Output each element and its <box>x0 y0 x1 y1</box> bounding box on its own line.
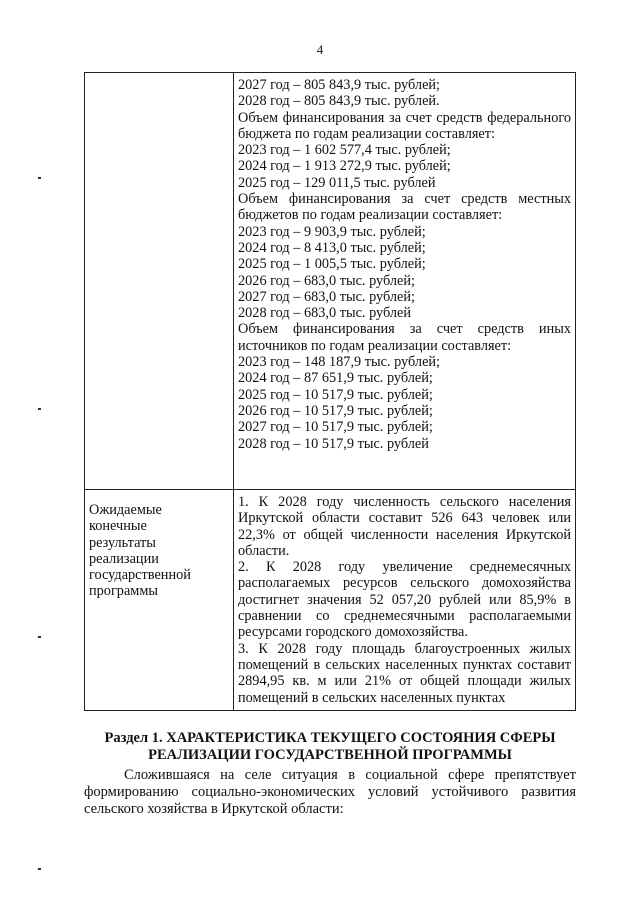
section-title <box>84 730 576 764</box>
paragraph-line-1: Сложившаяся на селе ситуация в социальной сфере препятствует <box>124 767 576 783</box>
financing-line: 2027 год – 683,0 тыс. рублей; <box>238 288 416 305</box>
financing-line: 2027 год – 10 517,9 тыс. рублей; <box>238 419 433 436</box>
financing-line: 2024 год – 87 651,9 тыс. рублей; <box>238 370 433 387</box>
financing-content-cell <box>234 73 576 490</box>
label-line: программы <box>89 583 159 600</box>
financing-line: 2025 год – 129 011,5 тыс. рублей <box>238 174 436 191</box>
label-line: Ожидаемые <box>89 502 162 518</box>
financing-line: Объем финансирования за счет средств федерального <box>238 109 571 126</box>
expected-results-label-cell <box>85 490 234 711</box>
financing-line: Объем финансирования за счет средств местных <box>238 191 571 208</box>
expected-result-item-1: 1. К 2028 году численность сельского населения Иркутской области составит 526 643 человек или 22,3% от общей численности населения Иркутской области. <box>238 494 571 559</box>
page-number: 4 <box>316 42 324 57</box>
financing-line: 2023 год – 148 187,9 тыс. рублей; <box>238 354 441 371</box>
margin-mark <box>38 868 41 870</box>
financing-line: 2024 год – 8 413,0 тыс. рублей; <box>238 239 426 256</box>
financing-line: 2025 год – 1 005,5 тыс. рублей; <box>238 256 426 273</box>
financing-line: 2028 год – 10 517,9 тыс. рублей <box>238 435 429 452</box>
financing-line: 2024 год – 1 913 272,9 тыс. рублей; <box>238 158 451 175</box>
table-row-expected-results <box>85 490 576 711</box>
label-line: результаты <box>89 534 156 551</box>
label-line: государственной <box>89 567 191 584</box>
financing-line: 2027 год – 805 843,9 тыс. рублей; <box>238 77 441 93</box>
financing-line: 2026 год – 683,0 тыс. рублей; <box>238 272 416 289</box>
financing-line: 2028 год – 683,0 тыс. рублей <box>238 305 412 322</box>
margin-mark <box>38 177 41 179</box>
table-row-financing <box>85 73 576 490</box>
paragraph-line-2: формированию социально-экономических условий устойчивого развития <box>84 784 576 800</box>
financing-line: 2023 год – 9 903,9 тыс. рублей; <box>238 223 426 240</box>
financing-label-cell <box>85 73 234 490</box>
label-line: конечные <box>89 518 147 535</box>
label-line: реализации <box>89 550 159 567</box>
program-passport-table <box>84 72 576 711</box>
margin-mark <box>38 636 41 638</box>
paragraph-line-3: сельского хозяйства в Иркутской области: <box>84 801 344 817</box>
expected-result-item-2: 2. К 2028 году увеличение среднемесячных располагаемых ресурсов сельского домохозяйства достигнет значения 52 057,20 рублей или 85,9% в сравнении со среднемесячными располагаемыми ресурсами городского домохозяйства. <box>238 559 571 641</box>
section-title-line-1: Раздел 1. ХАРАКТЕРИСТИКА ТЕКУЩЕГО СОСТОЯНИЯ СФЕРЫ <box>104 730 556 746</box>
financing-line: источников по годам реализации составляет: <box>238 337 512 354</box>
financing-line: бюджета по годам реализации составляет: <box>238 125 495 142</box>
financing-line: Объем финансирования за счет средств иных <box>238 321 571 338</box>
section-paragraph <box>84 767 576 818</box>
financing-line: 2028 год – 805 843,9 тыс. рублей. <box>238 93 440 110</box>
expected-results-content-cell <box>234 490 576 711</box>
financing-line: бюджетов по годам реализации составляет: <box>238 207 503 224</box>
financing-line: 2023 год – 1 602 577,4 тыс. рублей; <box>238 142 451 159</box>
financing-line: 2025 год – 10 517,9 тыс. рублей; <box>238 386 433 403</box>
section-title-line-2: РЕАЛИЗАЦИИ ГОСУДАРСТВЕННОЙ ПРОГРАММЫ <box>148 747 512 763</box>
financing-line: 2026 год – 10 517,9 тыс. рублей; <box>238 402 433 419</box>
margin-mark <box>38 408 41 410</box>
expected-result-item-3: 3. К 2028 году площадь благоустроенных жилых помещений в сельских населенных пунктах составит 2894,95 кв. м или 21% от общей площади жилых помещений в сельских населенных пунктах <box>238 640 571 706</box>
